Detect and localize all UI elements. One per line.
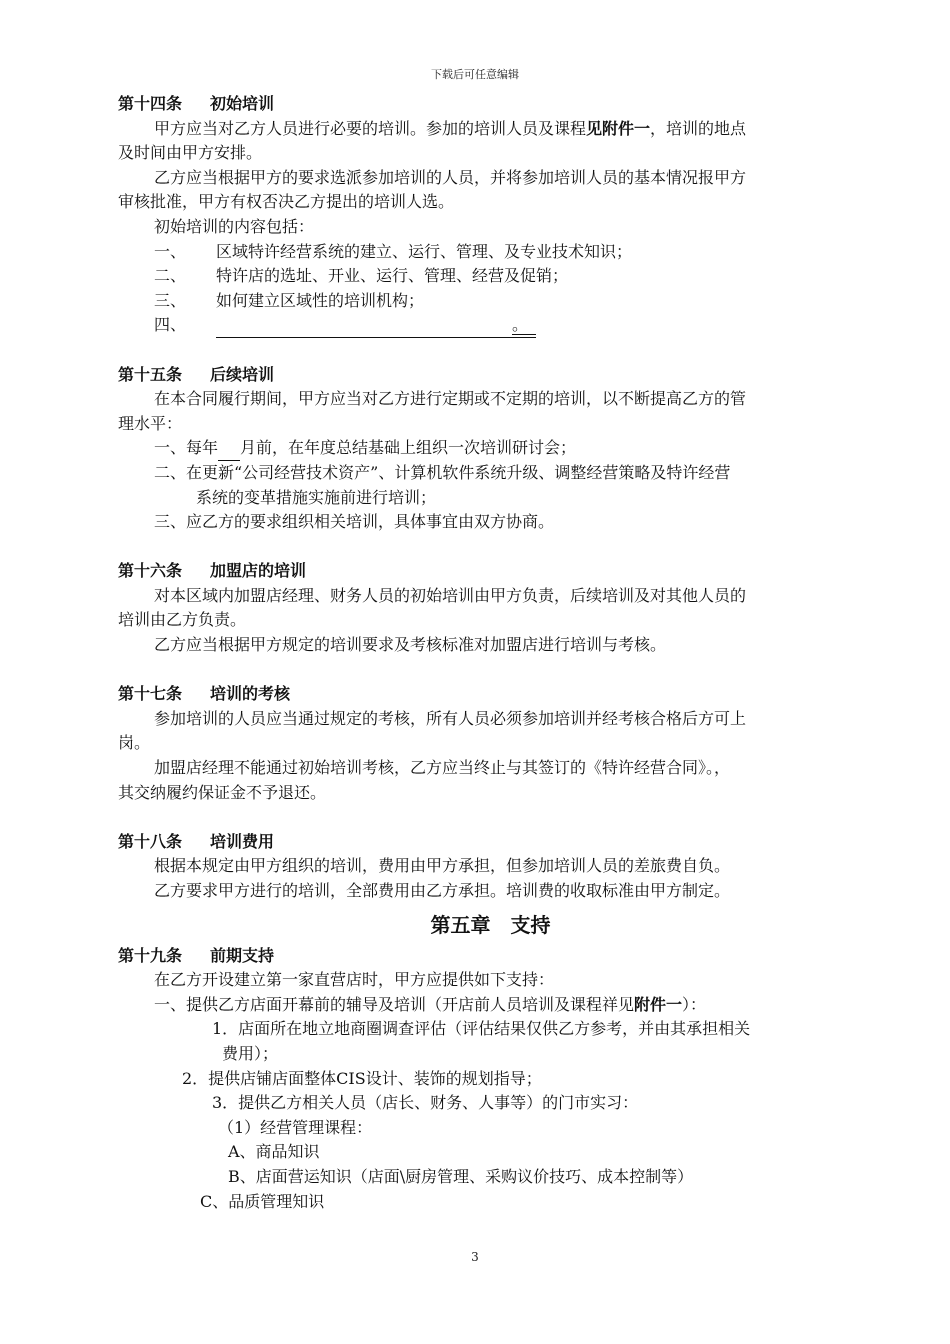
sub-sub-item: A、商品知识 — [228, 1142, 320, 1162]
paragraph-line: 及时间由甲方安排。 — [118, 143, 263, 163]
list-item: 一、 区域特许经营系统的建立、运行、管理、及专业技术知识； — [154, 241, 633, 261]
sub-item-continuation: 费用）； — [222, 1043, 279, 1063]
sub-item: 2．提供店铺店面整体CIS设计、装饰的规划指导； — [182, 1068, 542, 1088]
article-title: 培训费用 — [210, 831, 275, 851]
paragraph-line: 对本区域内加盟店经理、财务人员的初始培训由甲方负责，后续培训及对其他人员的 — [154, 585, 747, 605]
paragraph-line: 乙方要求甲方进行的培训，全部费用由乙方承担。培训费的收取标准由甲方制定。 — [154, 881, 731, 900]
sub-sub-item: C、品质管理知识 — [200, 1191, 325, 1211]
paragraph-line: 初始培训的内容包括： — [154, 216, 315, 236]
page-number: 3 — [471, 1250, 479, 1264]
chapter-title: 第五章 支持 — [430, 912, 551, 937]
article-18-heading — [118, 830, 863, 855]
sub-sub-item: B、店面营运知识（店面\厨房管理、采购议价技巧、成本控制等） — [228, 1166, 694, 1186]
article-number: 第十九条 — [118, 945, 183, 965]
list-item-continuation: 系统的变革措施实施前进行培训； — [196, 487, 437, 507]
article-16-heading — [118, 559, 863, 584]
paragraph-line: 在乙方开设建立第一家直营店时，甲方应提供如下支持： — [154, 970, 555, 990]
paragraph-line: 加盟店经理不能通过初始培训考核，乙方应当终止与其签订的《特许经营合同》。， — [154, 758, 731, 778]
article-title: 加盟店的培训 — [210, 561, 307, 581]
sub-item: 3．提供乙方相关人员（店长、财务、人事等）的门市实习： — [212, 1093, 639, 1113]
list-item: 二、 特许店的选址、开业、运行、管理、经营及促销； — [154, 266, 569, 286]
list-item: 三、 如何建立区域性的培训机构； — [154, 290, 425, 310]
attachment-reference: 见附件一 — [586, 118, 651, 138]
paragraph-line: 培训由乙方负责。 — [118, 610, 247, 630]
paragraph-line: 审核批准，甲方有权否决乙方提出的培训人选。 — [118, 192, 455, 212]
article-number: 第十四条 — [118, 94, 183, 113]
paragraph-line: 岗。 — [118, 733, 151, 753]
paragraph-line: 乙方应当根据甲方的要求选派参加培训的人员，并将参加培训人员的基本情况报甲方 — [154, 167, 747, 187]
fill-in-blank — [218, 444, 240, 461]
article-number: 第十五条 — [118, 364, 183, 384]
list-item-blank: 四、 。 — [118, 313, 863, 338]
paragraph-line: 甲方应当对乙方人员进行必要的培训。参加的培训人员及课程见附件一，培训的地点 — [154, 118, 747, 138]
article-title: 前期支持 — [210, 945, 275, 965]
list-item: 一、每年 月前，在年度总结基础上组织一次培训研讨会； — [118, 436, 863, 461]
list-item: 二、在更新“公司经营技术资产”、计算机软件系统升级、调整经营策略及特许经营 — [154, 462, 731, 482]
page-header: 下载后可任意编辑 — [431, 68, 519, 81]
sub-item: 1．店面所在地立地商圈调查评估（评估结果仅供乙方参考，并由其承担相关 — [212, 1019, 751, 1039]
article-number: 第十八条 — [118, 831, 183, 851]
sub-sub-item: （1）经营管理课程： — [218, 1117, 373, 1137]
article-14-heading — [118, 92, 863, 117]
list-item: 一、提供乙方店面开幕前的辅导及培训（开店前人员培训及课程祥见附件一）： — [154, 994, 707, 1014]
article-number: 第十七条 — [118, 684, 183, 704]
article-title: 初始培训 — [210, 94, 275, 113]
article-number: 第十六条 — [118, 561, 183, 581]
list-item: 三、应乙方的要求组织相关培训，具体事宜由双方协商。 — [154, 512, 555, 532]
paragraph-line: 其交纳履约保证金不予退还。 — [118, 782, 327, 802]
paragraph-line: 在本合同履行期间，甲方应当对乙方进行定期或不定期的培训，以不断提高乙方的管 — [154, 389, 747, 409]
paragraph-line: 参加培训的人员应当通过规定的考核，所有人员必须参加培训并经考核合格后方可上 — [154, 708, 747, 728]
attachment-reference: 附件一 — [634, 994, 683, 1014]
article-title: 后续培训 — [210, 364, 275, 384]
article-15-heading — [118, 363, 863, 388]
article-19-heading — [118, 944, 863, 969]
paragraph-line: 理水平： — [118, 413, 183, 433]
paragraph-line: 乙方应当根据甲方规定的培训要求及考核标准对加盟店进行培训与考核。 — [154, 635, 667, 655]
paragraph-line: 根据本规定由甲方组织的培训，费用由甲方承担，但参加培训人员的差旅费自负。 — [154, 856, 731, 876]
fill-in-blank — [216, 321, 536, 338]
article-title: 培训的考核 — [210, 684, 291, 704]
article-17-heading — [118, 682, 863, 707]
document-body — [118, 92, 863, 1214]
